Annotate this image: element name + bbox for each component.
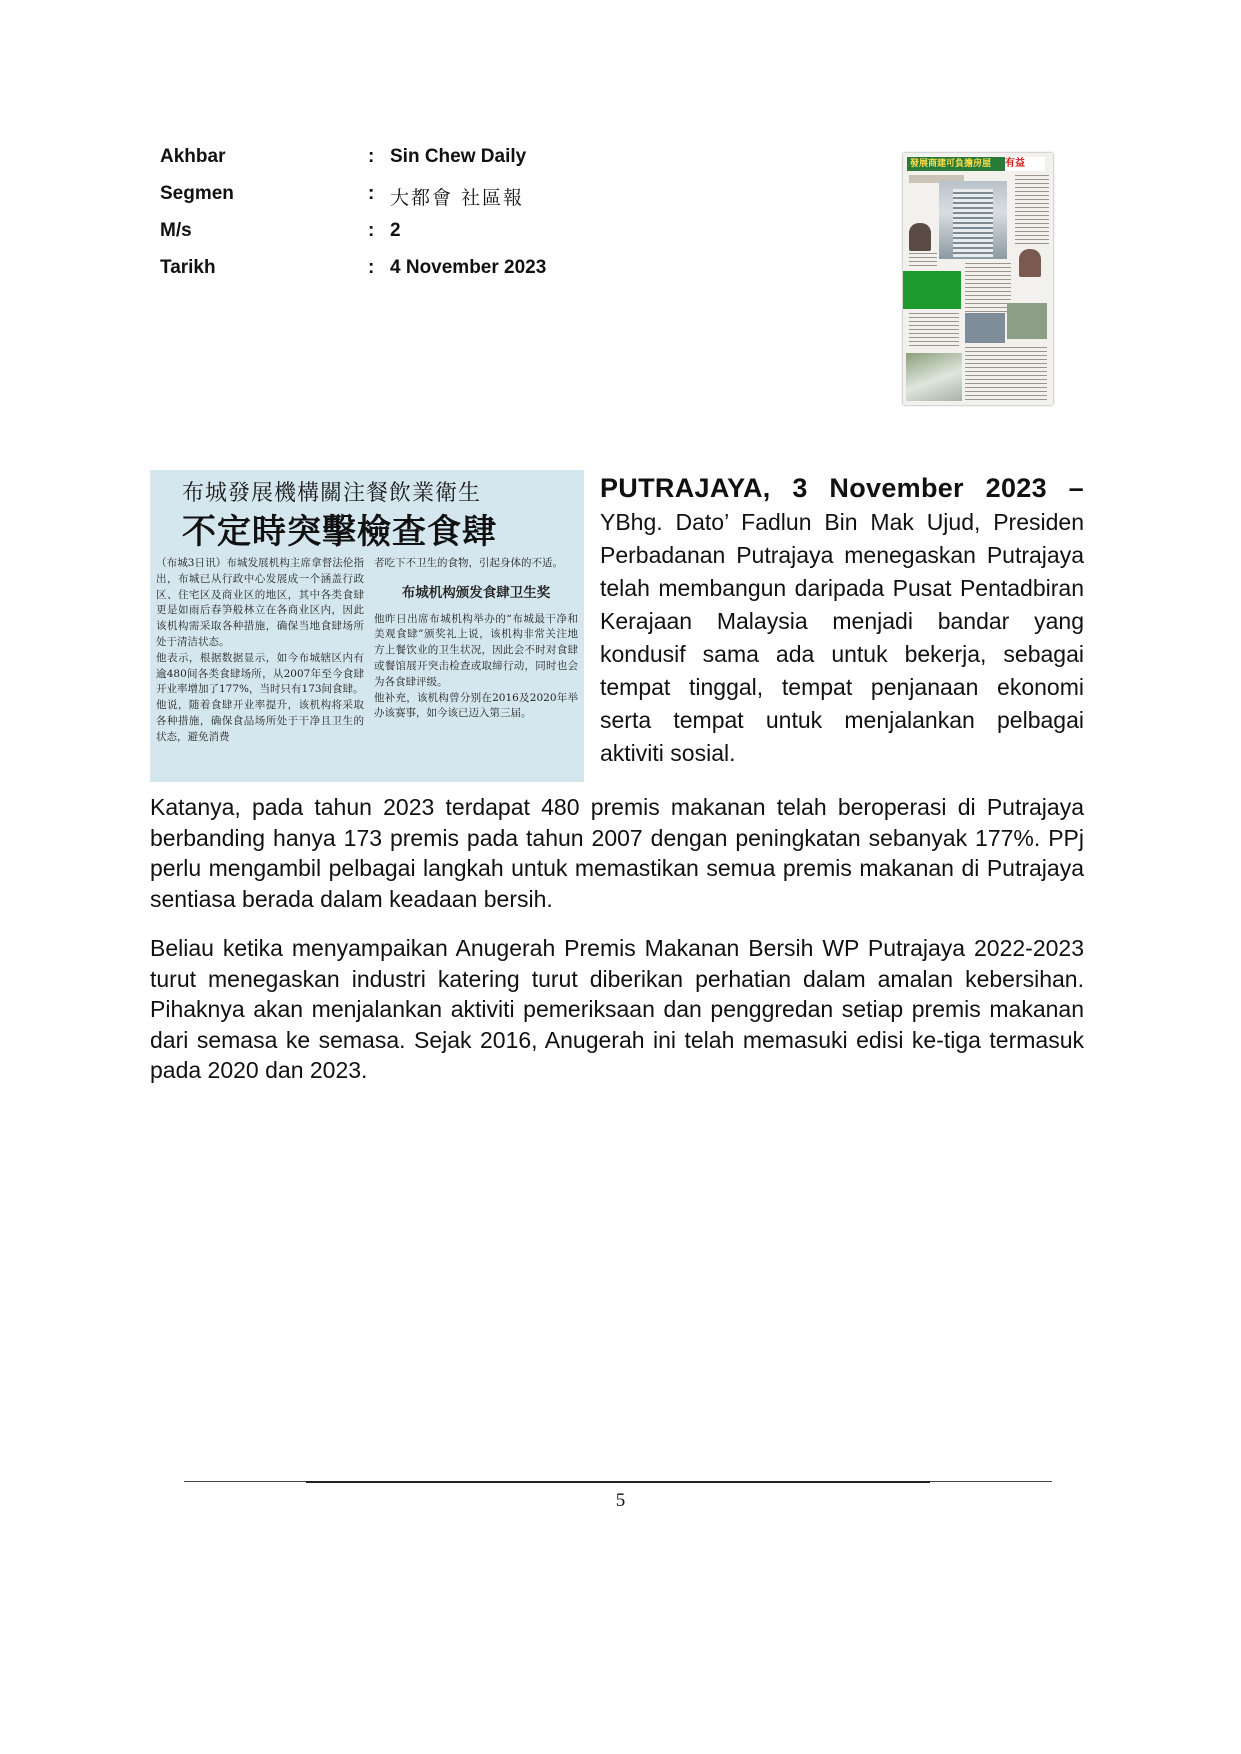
thumbnail-green-block [903,271,961,309]
thumbnail-portrait [1019,249,1041,277]
newspaper-page-thumbnail [903,153,1053,405]
thumbnail-headline-accent: 有益 [1005,157,1045,171]
dateline: PUTRAJAYA, 3 November 2023 – [600,473,1084,503]
thumbnail-text-column [1015,175,1049,245]
body-paragraph: Katanya, pada tahun 2023 terdapat 480 premis makanan telah beroperasi di Putrajaya berbanding hanya 173 premis pada tahun 2007 dengan peningkatan sebanyak 177%. PPj perlu mengambil pelbagai langkah untuk memastikan semua premis makanan di Putrajaya sentiasa berada dalam keadaan bersih. [150,794,1084,912]
meta-label: Tarikh [160,257,216,278]
meta-value-newspaper: Sin Chew Daily [390,146,527,167]
thumbnail-road-photo [906,353,962,401]
meta-label: Akhbar [160,146,226,167]
meta-colon: : [368,146,375,167]
clipping-paragraph: （布城3日讯）布城发展机构主席拿督法伦指出，布城已从行政中心发展成一个涵盖行政区、住宅区及商业区的地区，其中各类食肆更是如雨后春笋般林立在各商业区内，因此该机构需采取各种措施，确保当地食肆场所处于清洁状态。 [156,557,364,648]
clipping-column-2 [374,556,578,722]
thumbnail-text-column [965,347,1047,401]
clipping-paragraph: 者吃下不卫生的食物，引起身体的不适。 [374,557,563,569]
clipping-subheading: 布城机构颁发食肆卫生奖 [401,584,551,601]
clipping-paragraph: 他表示，根据数据显示，如今布城辖区内有逾480间各类食肆场所，从2007年至今食肆开业率增加了177%，当时只有173间食肆。 [156,651,364,696]
clipping-headline-top: 布城發展機構關注餐飲業衛生 [182,481,482,506]
thumbnail-headline: 發展商建可負擔房屋 [907,157,1006,171]
meta-label: M/s [160,220,192,241]
meta-value-segment: 大都會 社區報 [390,187,525,209]
thumbnail-portrait [909,223,931,251]
clipping-headline-main: 不定時突擊檢查食肆 [182,512,497,552]
meta-value-page: 2 [390,220,401,241]
thumbnail-text-column [909,313,959,349]
lead-text: YBhg. Dato’ Fadlun Bin Mak Ujud, Presiden Perbadanan Putrajaya menegaskan Putrajaya telah membangun daripada Pusat Pentadbiran Kerajaan Malaysia menjadi bandar yang kondusif sama ada untuk bekerja, sebagai tempat tinggal, tempat penjanaan ekonomi serta tempat untuk menjalankan pelbagai aktiviti sosial. [600,509,1084,766]
thumbnail-text-column [965,263,1011,313]
clipping-paragraph: 他补充，该机构曾分别在2016及2020年举办该赛事，如今该已迈入第三届。 [374,691,578,720]
meta-value-date: 4 November 2023 [390,257,547,278]
thumbnail-photo [965,313,1005,343]
meta-label: Segmen [160,183,234,204]
lead-paragraph [600,472,1084,770]
thumbnail-building-facade [953,189,993,257]
clipping-column-1 [156,556,364,746]
thumbnail-photo [1007,303,1047,339]
clipping-paragraph: 他说，随着食肆开业率提升，该机构将采取各种措施，确保食品场所处于干净且卫生的状态，避免消费 [156,699,364,743]
meta-colon: : [368,220,375,241]
body-paragraph: Beliau ketika menyampaikan Anugerah Premis Makanan Bersih WP Putrajaya 2022-2023 turut menegaskan industri katering turut diberikan perhatian dalam amalan kebersihan. Pihaknya akan menjalankan aktiviti pemeriksaan dan penggredan setiap premis makanan dari semasa ke semasa. Sejak 2016, Anugerah ini telah memasuki edisi ke-tiga termasuk pada 2020 dan 2023. [150,935,1084,1083]
footer-divider-bold [306,1481,930,1483]
clipping-paragraph: 他昨日出席布城机构举办的“布城最干净和美观食肆”颁奖礼上说，该机构非常关注地方上餐饮业的卫生状况，因此会不时对食肆或餐馆展开突击检查或取缔行动，同时也会为各食肆评级。 [374,612,578,688]
page-number: 5 [615,1490,626,1511]
meta-colon: : [368,257,375,278]
meta-colon: : [368,183,375,204]
thumbnail-text-column [909,253,937,269]
newspaper-clipping [150,470,584,782]
